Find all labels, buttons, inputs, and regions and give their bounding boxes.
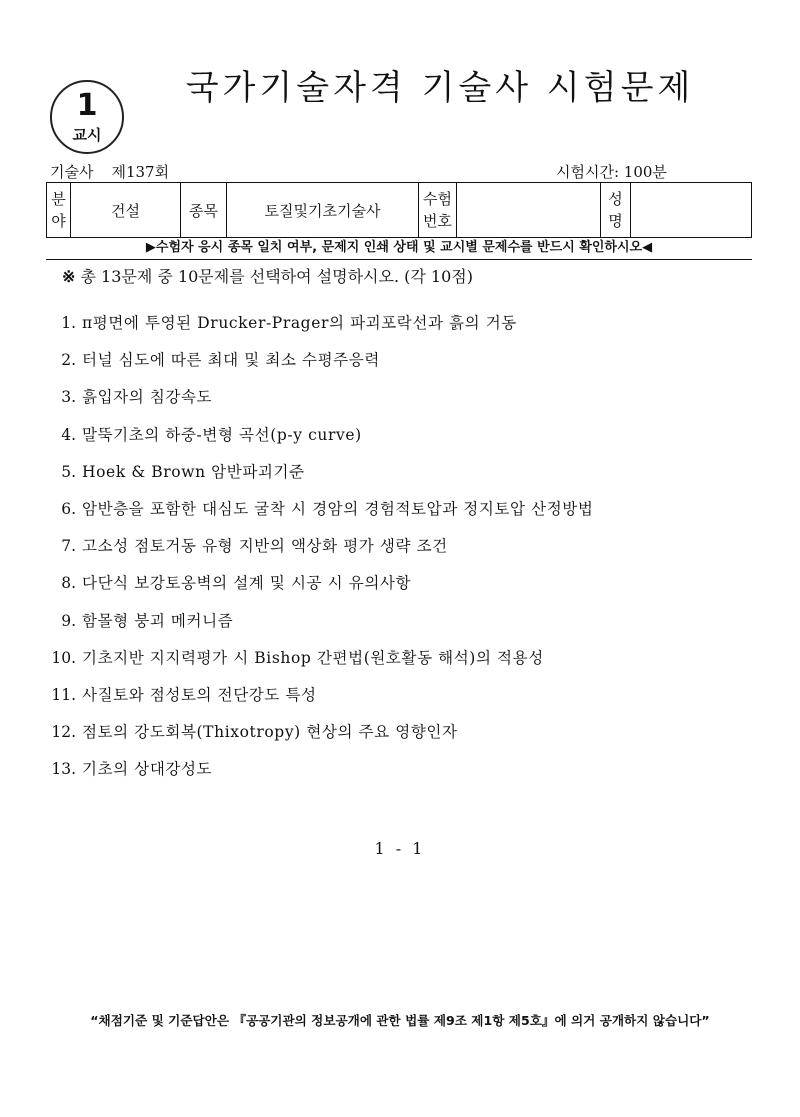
question-number: 1.	[61, 314, 76, 332]
question-number: 8.	[61, 574, 76, 593]
question-text: 사질토와 점성토의 전단강도 특성	[82, 685, 317, 704]
question-number: 12.	[51, 723, 76, 742]
question-item	[44, 684, 764, 721]
question-item	[44, 349, 764, 386]
name-label-cell	[601, 183, 631, 238]
exam-number-label-1: 수험	[423, 190, 452, 208]
exam-category-info	[50, 162, 169, 182]
question-text: 고소성 점토거동 유형 지반의 액상화 평가 생략 조건	[82, 537, 448, 556]
exam-info-table	[46, 182, 752, 238]
field-label-cell	[47, 183, 71, 238]
item-value: 토질및기초기술사	[227, 183, 419, 238]
page-title: 국가기술자격 기술사 시험문제	[185, 68, 695, 108]
field-label-2: 야	[51, 212, 66, 230]
question-number: 11.	[51, 685, 76, 704]
question-item	[44, 758, 764, 795]
period-label: 교시	[72, 126, 102, 144]
question-item	[44, 535, 764, 572]
question-text: 말뚝기초의 하중-변형 곡선(p-y curve)	[82, 425, 362, 444]
question-number: 2.	[61, 351, 76, 370]
name-label-2: 명	[608, 212, 623, 230]
question-item	[44, 461, 764, 498]
exam-number-field[interactable]	[457, 183, 601, 238]
question-number: 5.	[61, 462, 76, 481]
question-list	[44, 312, 764, 795]
question-text: 다단식 보강토옹벽의 설계 및 시공 시 유의사항	[82, 574, 412, 593]
exam-round: 제137회	[111, 163, 170, 181]
field-value: 건설	[71, 183, 181, 238]
question-number: 3.	[61, 388, 76, 407]
divider-line	[46, 259, 752, 260]
field-label-1: 분	[51, 190, 66, 208]
period-badge	[50, 80, 124, 154]
question-instruction-text: 총 13문제 중 10문제를 선택하여 설명하시오. (각 10점)	[80, 267, 473, 286]
question-text: 기초의 상대강성도	[82, 760, 213, 779]
question-number: 4.	[61, 425, 76, 444]
question-item	[44, 424, 764, 461]
question-instruction	[62, 265, 473, 289]
question-item	[44, 610, 764, 647]
question-text: 흙입자의 침강속도	[82, 388, 213, 407]
question-text: 암반층을 포함한 대심도 굴착 시 경암의 경험적토압과 정지토압 산정방법	[82, 499, 594, 518]
question-text: π평면에 투영된 Drucker-Prager의 파괴포락선과 흙의 거동	[82, 314, 517, 332]
question-number: 7.	[61, 537, 76, 556]
page-number: 1 - 1	[374, 839, 426, 858]
question-text: 점토의 강도회복(Thixotropy) 현상의 주요 영향인자	[82, 723, 458, 742]
question-text: Hoek & Brown 암반파괴기준	[82, 462, 305, 481]
disclosure-notice: “채점기준 및 기준답안은 『공공기관의 정보공개에 관한 법률 제9조 제1항 제5호』에 의거 공개하지 않습니다”	[90, 1013, 710, 1028]
question-text: 터널 심도에 따른 최대 및 최소 수평주응력	[82, 351, 380, 370]
question-item	[44, 498, 764, 535]
exam-time: 시험시간: 100분	[556, 163, 667, 181]
question-number: 13.	[51, 760, 76, 779]
exam-number-label-cell	[419, 183, 457, 238]
question-text: 기초지반 지지력평가 시 Bishop 간편법(원호활동 해석)의 적용성	[82, 648, 544, 667]
question-item	[44, 647, 764, 684]
question-number: 6.	[61, 499, 76, 518]
question-item	[44, 312, 764, 349]
exam-category: 기술사	[50, 163, 94, 181]
question-item	[44, 386, 764, 423]
exam-number-label-2: 번호	[423, 212, 452, 230]
instruction-notice: ▶수험자 응시 종목 일치 여부, 문제지 인쇄 상태 및 교시별 문제수를 반드시 확인하시오◀	[145, 240, 653, 255]
question-text: 함몰형 붕괴 메커니즘	[82, 611, 234, 630]
period-number: 1	[76, 88, 98, 123]
item-label: 종목	[181, 183, 227, 238]
question-item	[44, 721, 764, 758]
reference-mark-icon: ※	[62, 267, 76, 286]
question-item	[44, 572, 764, 609]
name-label-1: 성	[608, 190, 623, 208]
question-number: 9.	[61, 611, 76, 630]
question-number: 10.	[51, 648, 76, 667]
name-field[interactable]	[631, 183, 752, 238]
